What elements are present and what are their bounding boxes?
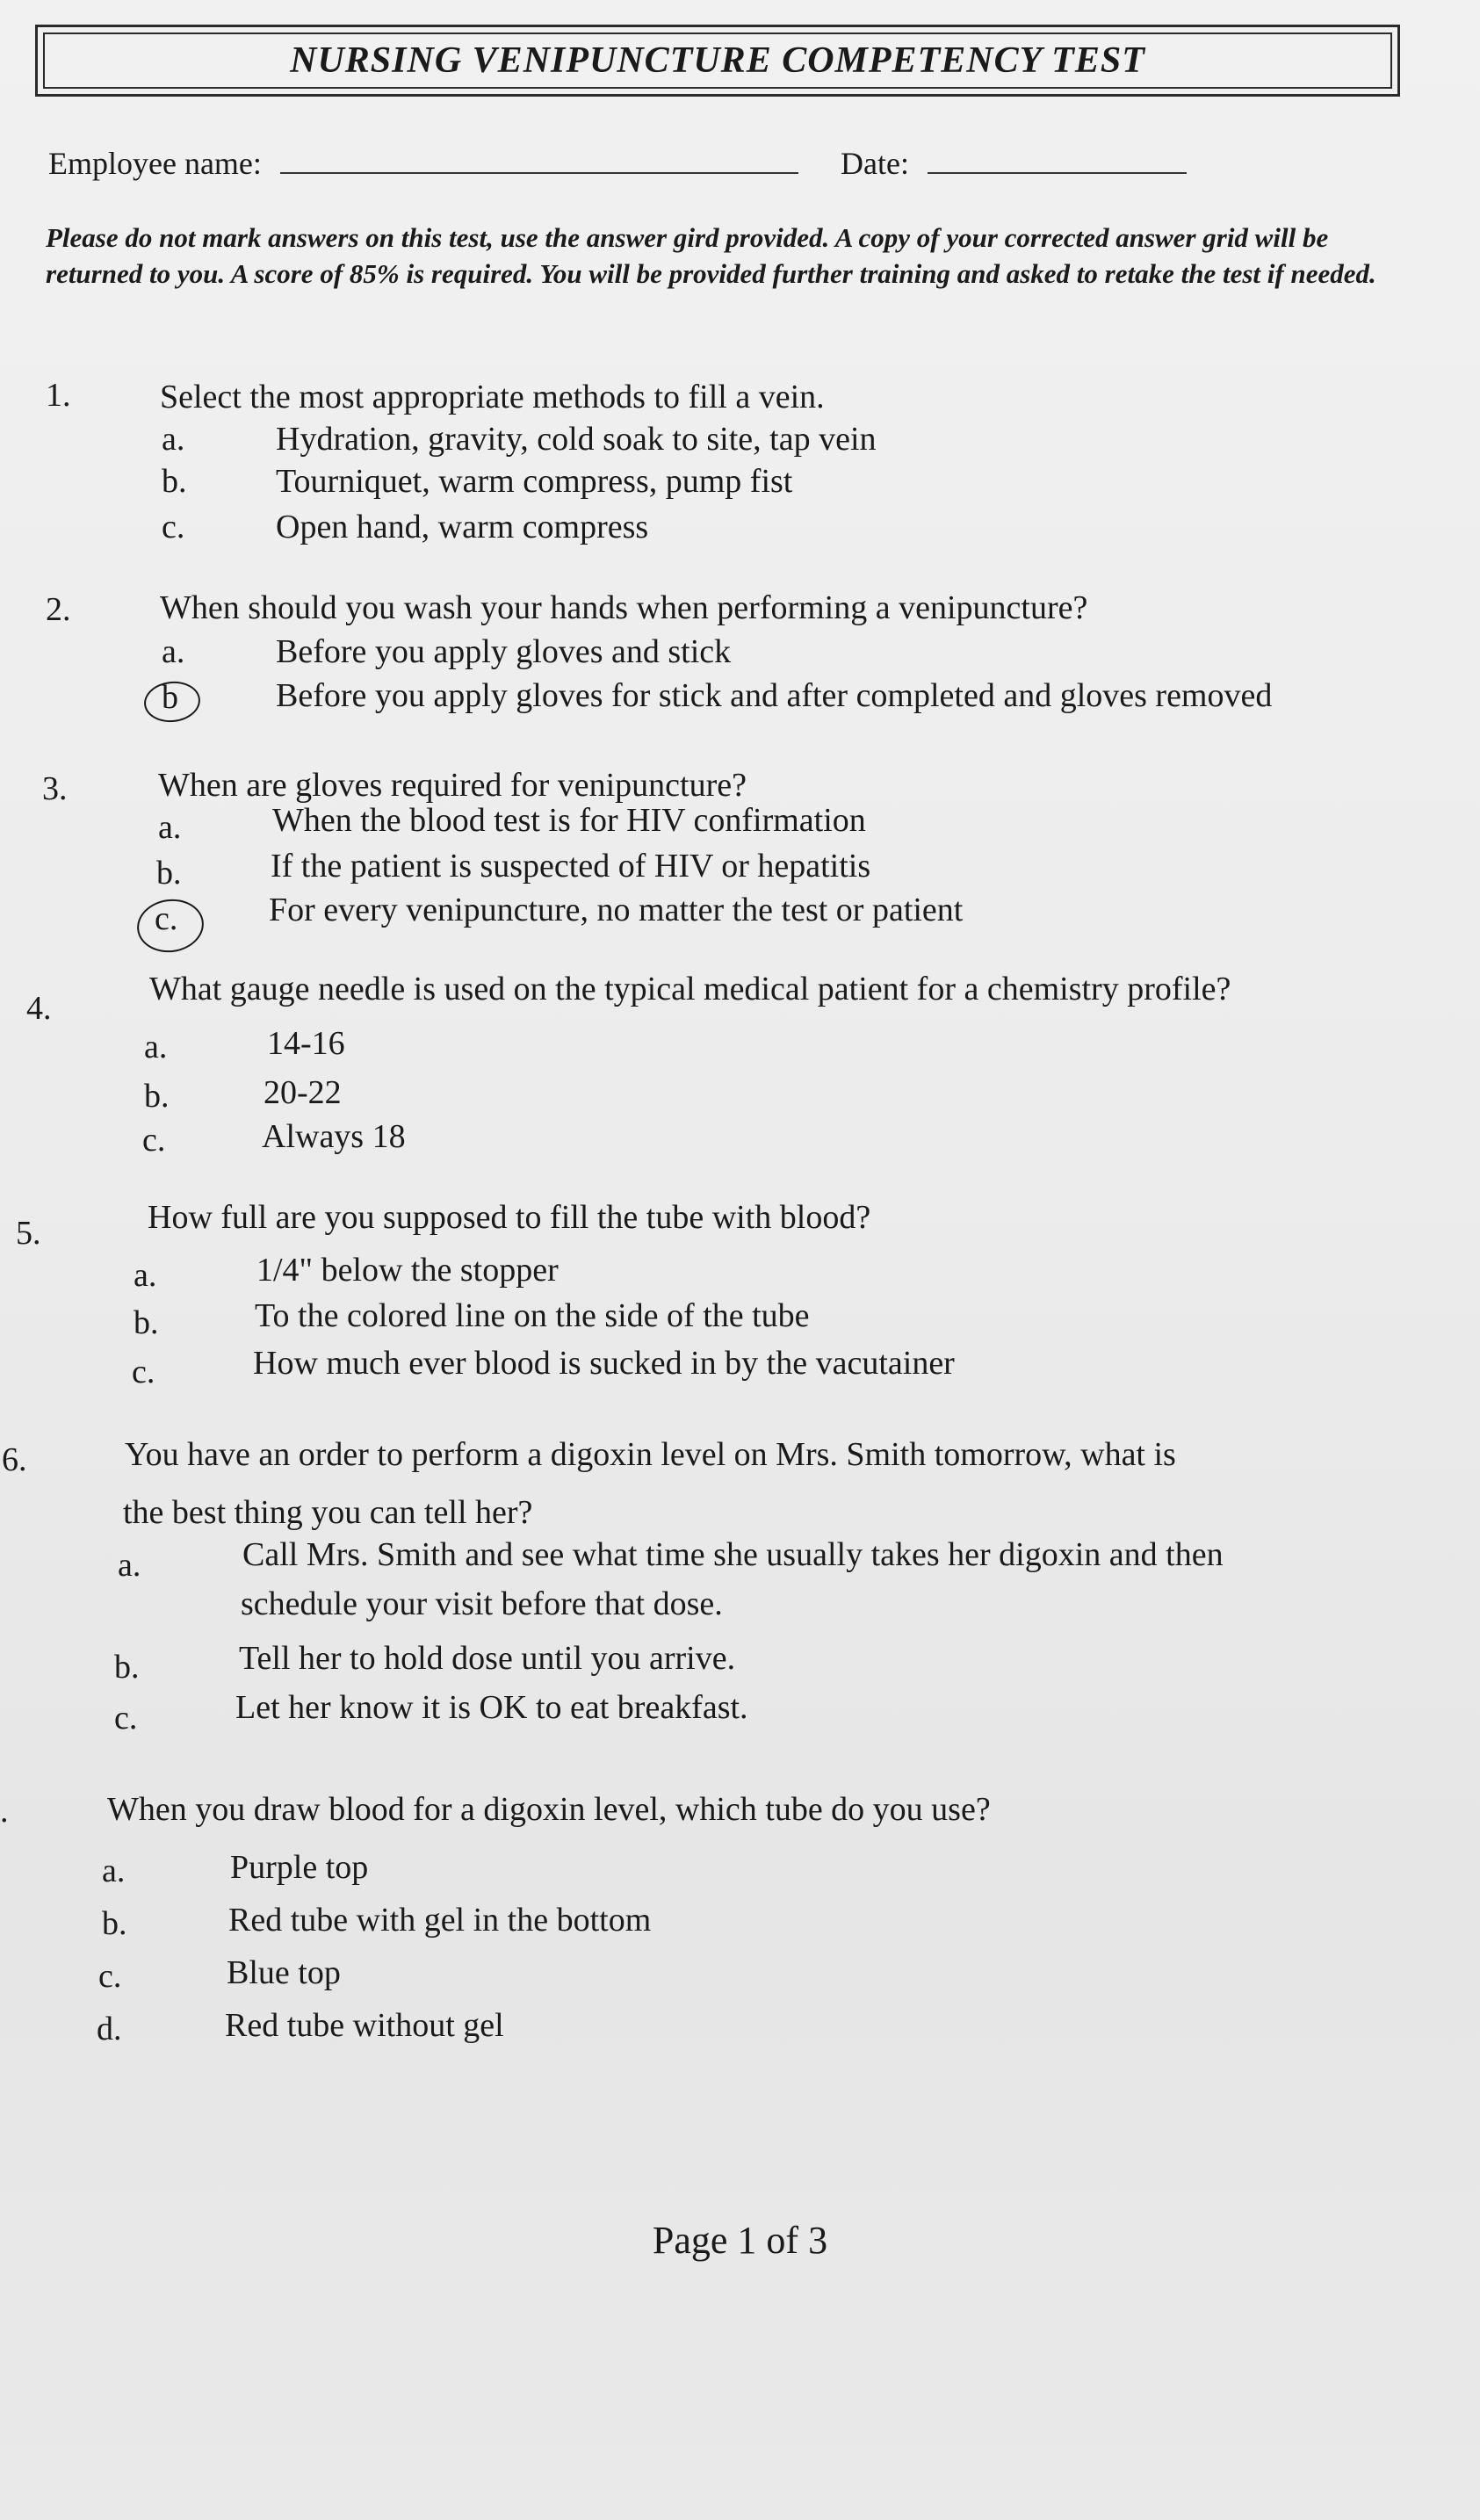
option-text: Purple top bbox=[230, 1849, 369, 1886]
option-a bbox=[102, 1849, 369, 1890]
option-b bbox=[144, 1074, 342, 1116]
option-text: Blue top bbox=[227, 1954, 341, 1991]
option-text: Let her know it is OK to eat breakfast. bbox=[235, 1689, 748, 1726]
employee-name-label: Employee name: bbox=[48, 146, 262, 181]
instructions-text: Please do not mark answers on this test, use the answer gird provided. A copy of your corrected answer grid will be returned to you. A score of 85% is required. You will be provided further training and asked to retake the test if needed. bbox=[46, 222, 1376, 289]
option-d bbox=[97, 2007, 504, 2048]
option-text: Before you apply gloves for stick and after completed and gloves removed bbox=[276, 677, 1273, 714]
option-c bbox=[142, 1118, 406, 1159]
option-c bbox=[114, 1689, 748, 1737]
date-row bbox=[841, 145, 1187, 182]
option-text: Before you apply gloves and stick bbox=[276, 633, 732, 670]
option-a bbox=[144, 1025, 345, 1066]
option-a bbox=[162, 632, 732, 671]
employee-name-line[interactable] bbox=[280, 146, 798, 174]
question-text: When are gloves required for venipuncture? bbox=[158, 767, 747, 804]
question-text: What gauge needle is used on the typical medical patient for a chemistry profile? bbox=[149, 971, 1231, 1007]
option-text: 20-22 bbox=[264, 1074, 342, 1111]
option-text: Tourniquet, warm compress, pump fist bbox=[276, 463, 793, 500]
question-number: 5. bbox=[16, 1215, 41, 1252]
option-a bbox=[158, 802, 866, 847]
date-label: Date: bbox=[841, 146, 909, 181]
option-letter: c. bbox=[114, 1700, 138, 1737]
option-letter: c. bbox=[155, 900, 178, 937]
option-letter: b. bbox=[114, 1649, 140, 1686]
option-text: Red tube without gel bbox=[225, 2007, 504, 2044]
question-text-line2: the best thing you can tell her? bbox=[123, 1494, 533, 1531]
option-text: Always 18 bbox=[262, 1118, 406, 1155]
option-text: To the colored line on the side of the tube bbox=[255, 1297, 810, 1334]
option-letter: b. bbox=[134, 1304, 159, 1341]
option-text: Hydration, gravity, cold soak to site, tap vein bbox=[276, 421, 877, 458]
option-letter: b bbox=[162, 679, 178, 716]
option-letter: b. bbox=[102, 1905, 127, 1942]
option-text: 1/4" below the stopper bbox=[256, 1252, 559, 1289]
option-letter: b. bbox=[162, 463, 187, 500]
option-letter: b. bbox=[144, 1078, 170, 1115]
title-box bbox=[35, 25, 1400, 97]
option-text: How much ever blood is sucked in by the vacutainer bbox=[253, 1345, 955, 1382]
option-b bbox=[134, 1297, 810, 1342]
option-c bbox=[162, 508, 649, 546]
question-text: Select the most appropriate methods to fill a vein. bbox=[160, 379, 825, 415]
option-letter: a. bbox=[134, 1257, 157, 1294]
option-b bbox=[114, 1640, 736, 1686]
question-number: 4. bbox=[26, 990, 52, 1027]
option-letter: c. bbox=[98, 1958, 122, 1995]
option-text: Red tube with gel in the bottom bbox=[228, 1902, 652, 1939]
option-text: For every venipuncture, no matter the test or patient bbox=[269, 892, 964, 928]
option-c bbox=[98, 1954, 341, 1996]
question-text: How full are you supposed to fill the tube with blood? bbox=[148, 1199, 871, 1236]
option-letter: c. bbox=[132, 1354, 155, 1390]
option-letter: a. bbox=[102, 1852, 126, 1889]
option-text-line1: Call Mrs. Smith and see what time she usually takes her digoxin and then bbox=[242, 1536, 1224, 1573]
option-letter: b. bbox=[156, 855, 182, 892]
option-text: When the blood test is for HIV confirmation bbox=[272, 802, 866, 839]
option-a bbox=[134, 1252, 559, 1295]
option-letter: a. bbox=[118, 1547, 141, 1584]
option-c bbox=[132, 1345, 955, 1391]
option-letter: c. bbox=[162, 509, 185, 545]
option-b bbox=[162, 462, 793, 501]
option-c bbox=[155, 892, 964, 938]
question-text: When should you wash your hands when performing a venipuncture? bbox=[160, 589, 1088, 626]
page-number: Page 1 of 3 bbox=[652, 2219, 828, 2262]
option-letter: a. bbox=[144, 1029, 168, 1065]
question-text-line1: You have an order to perform a digoxin level on Mrs. Smith tomorrow, what is bbox=[125, 1436, 1176, 1473]
option-b bbox=[156, 848, 871, 892]
question-number: . bbox=[0, 1793, 9, 1830]
option-b bbox=[162, 677, 1273, 717]
option-letter: a. bbox=[162, 421, 185, 458]
question-number: 2. bbox=[46, 591, 71, 628]
option-letter: c. bbox=[142, 1122, 166, 1159]
option-text-line2: schedule your visit before that dose. bbox=[241, 1585, 723, 1622]
date-line[interactable] bbox=[928, 146, 1187, 174]
question-number: 6. bbox=[2, 1441, 27, 1478]
page-title: NURSING VENIPUNCTURE COMPETENCY TEST bbox=[290, 40, 1145, 81]
question-text: When you draw blood for a digoxin level, which tube do you use? bbox=[107, 1791, 991, 1828]
employee-name-row bbox=[48, 145, 798, 182]
question-number: 1. bbox=[46, 377, 71, 414]
option-text: Open hand, warm compress bbox=[276, 509, 649, 545]
option-letter: a. bbox=[158, 809, 182, 846]
option-text: Tell her to hold dose until you arrive. bbox=[239, 1640, 736, 1677]
option-letter: d. bbox=[97, 2011, 122, 2047]
title-box-inner bbox=[43, 32, 1392, 89]
option-a bbox=[118, 1536, 1224, 1622]
option-b bbox=[102, 1902, 652, 1943]
question-number: 3. bbox=[42, 770, 68, 807]
option-text: If the patient is suspected of HIV or hepatitis bbox=[271, 848, 871, 885]
option-a bbox=[162, 420, 877, 459]
option-text: 14-16 bbox=[267, 1025, 345, 1062]
option-letter: a. bbox=[162, 633, 185, 670]
